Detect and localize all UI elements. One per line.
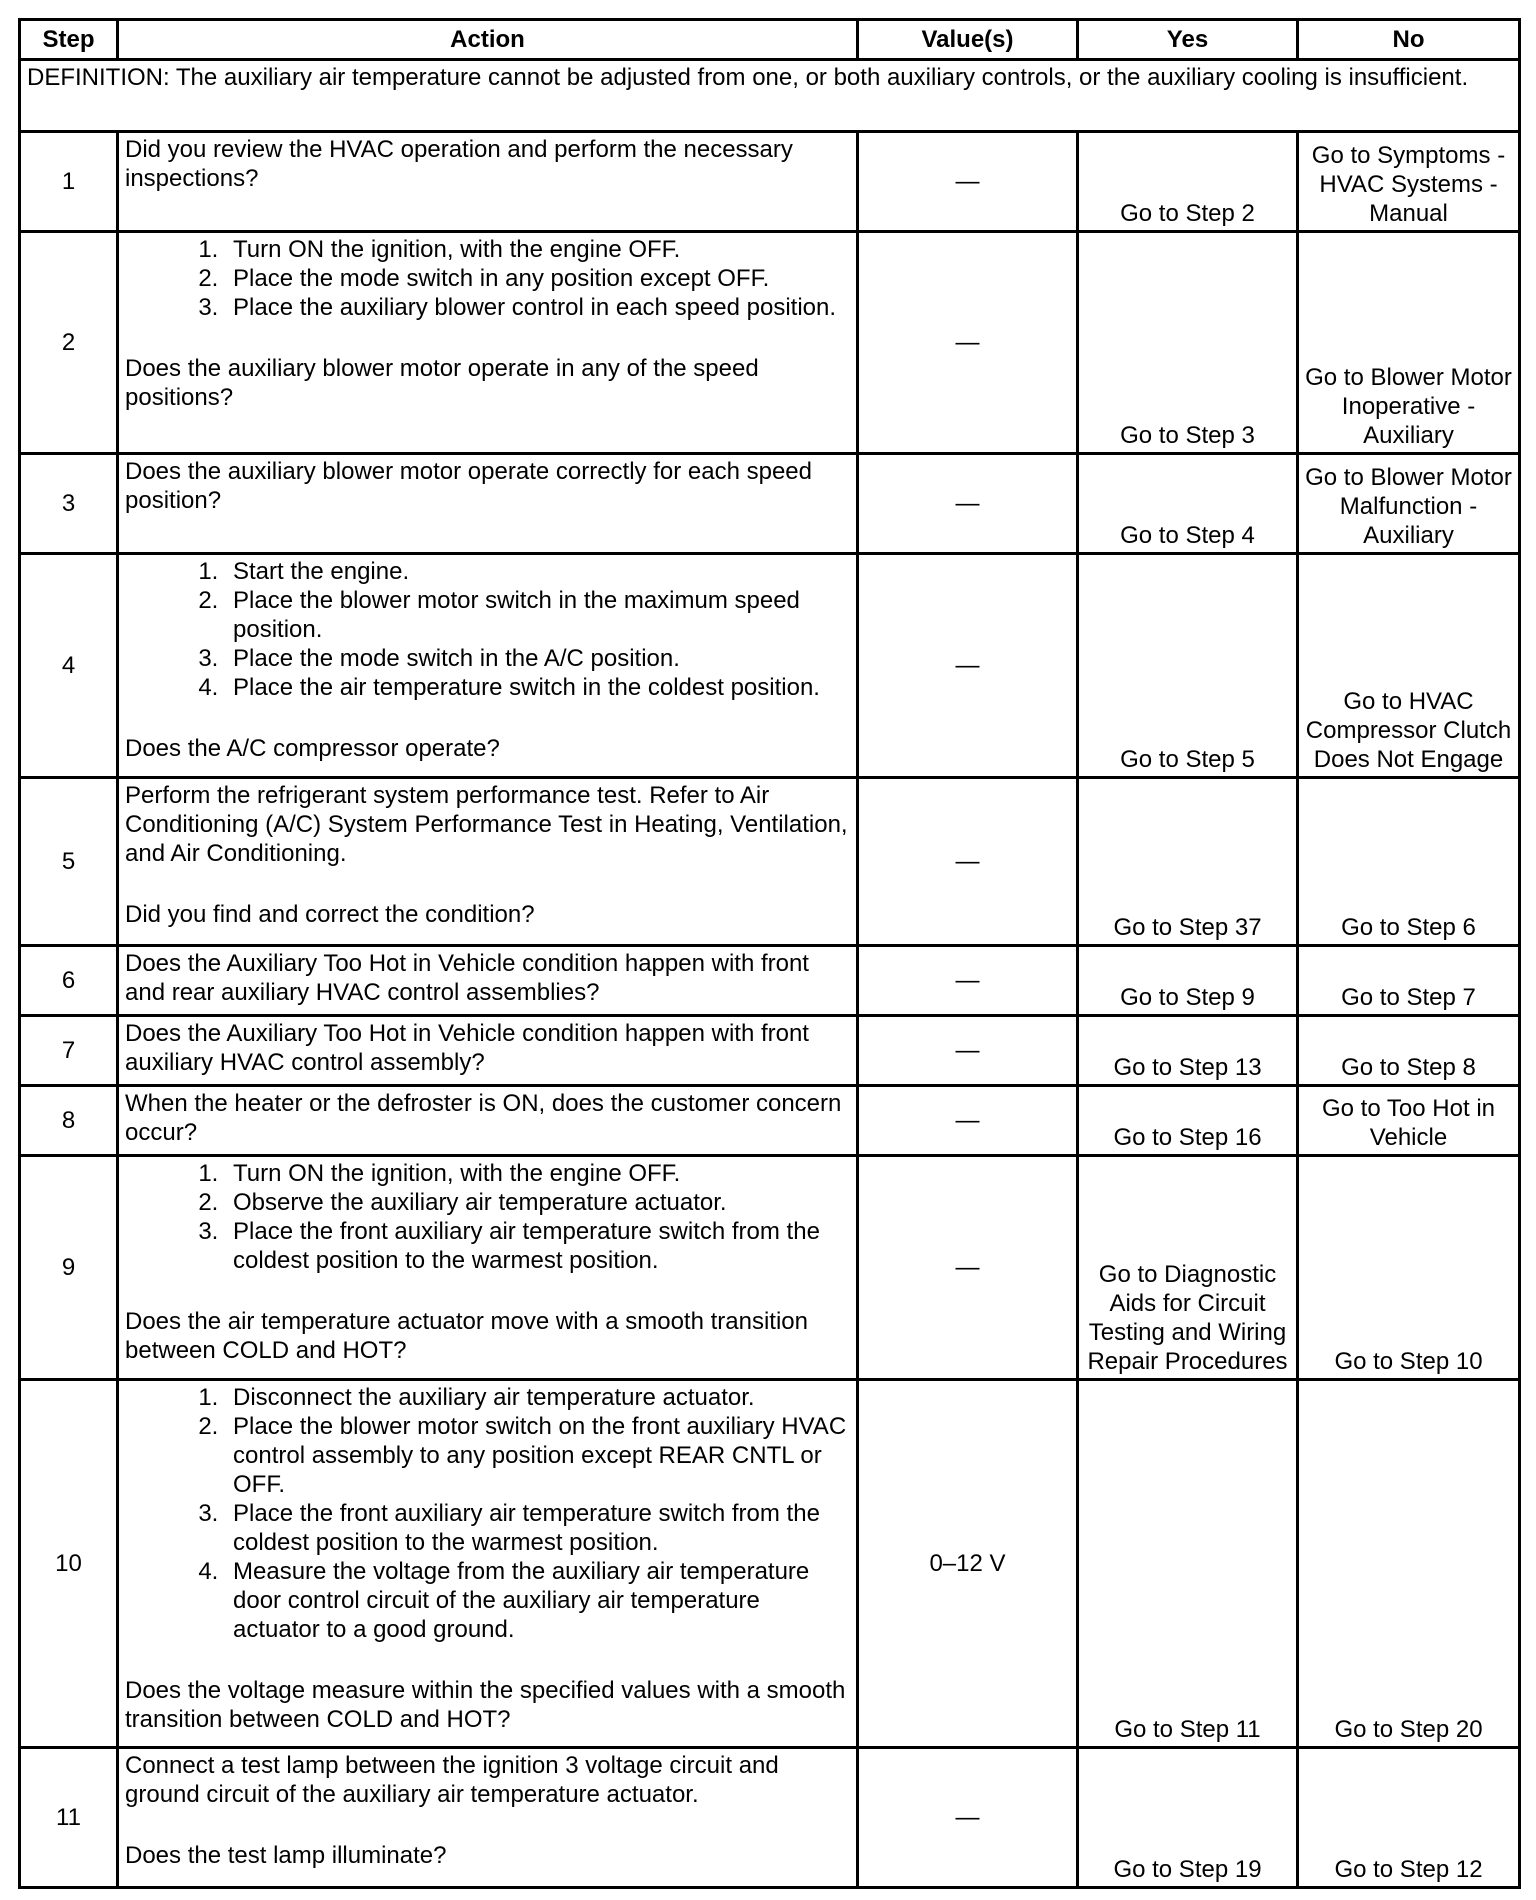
no-result: Go to HVAC Compressor Clutch Does Not Engage xyxy=(1298,554,1520,778)
action-intro: Perform the refrigerant system performance test. Refer to Air Conditioning (A/C) System Performance Test in Heating, Ventilation, and Air Conditioning. xyxy=(125,782,848,867)
yes-result: Go to Step 9 xyxy=(1078,946,1298,1016)
action-cell xyxy=(118,132,858,232)
header-yes: Yes xyxy=(1078,20,1298,60)
action-step-item: 4. Place the air temperature switch in the coldest position. xyxy=(225,673,850,702)
no-result: Go to Step 7 xyxy=(1298,946,1520,1016)
action-step-item: 3. Place the front auxiliary air temperature switch from the coldest position to the warmest position. xyxy=(225,1499,850,1557)
value-cell: 0–12 V xyxy=(858,1380,1078,1748)
action-step-item: 1. Start the engine. xyxy=(225,557,850,586)
action-step-item: 2. Place the mode switch in any position except OFF. xyxy=(225,264,850,293)
action-cell xyxy=(118,1086,858,1156)
definition-text: DEFINITION: The auxiliary air temperature cannot be adjusted from one, or both auxiliary controls, or the auxiliary cooling is insufficient. xyxy=(20,60,1520,132)
table-row xyxy=(20,1156,1520,1380)
step-number: 5 xyxy=(20,778,118,946)
value-cell: — xyxy=(858,1156,1078,1380)
table-header-row xyxy=(20,20,1520,60)
value-cell: — xyxy=(858,778,1078,946)
action-question: Did you find and correct the condition? xyxy=(125,901,535,928)
action-step-item: 2. Place the blower motor switch on the front auxiliary HVAC control assembly to any position except REAR CNTL or OFF. xyxy=(225,1412,850,1499)
action-steps-list xyxy=(125,235,850,322)
table-row xyxy=(20,454,1520,554)
action-step-item: 3. Place the front auxiliary air temperature switch from the coldest position to the warmest position. xyxy=(225,1217,850,1275)
table-row xyxy=(20,778,1520,946)
no-result: Go to Step 6 xyxy=(1298,778,1520,946)
spacer xyxy=(125,702,850,734)
value-cell: — xyxy=(858,554,1078,778)
action-question: Does the Auxiliary Too Hot in Vehicle condition happen with front and rear auxiliary HVAC control assemblies? xyxy=(125,950,809,1006)
no-result: Go to Symptoms - HVAC Systems - Manual xyxy=(1298,132,1520,232)
no-result: Go to Step 20 xyxy=(1298,1380,1520,1748)
step-number: 7 xyxy=(20,1016,118,1086)
step-number: 6 xyxy=(20,946,118,1016)
action-steps-list xyxy=(125,1159,850,1275)
yes-result: Go to Step 3 xyxy=(1078,232,1298,454)
action-step-item: 3. Place the auxiliary blower control in each speed position. xyxy=(225,293,850,322)
action-cell xyxy=(118,232,858,454)
step-number: 3 xyxy=(20,454,118,554)
action-step-item: 1. Turn ON the ignition, with the engine OFF. xyxy=(225,235,850,264)
action-cell xyxy=(118,454,858,554)
value-cell: — xyxy=(858,232,1078,454)
no-result: Go to Step 10 xyxy=(1298,1156,1520,1380)
value-cell: — xyxy=(858,132,1078,232)
step-number: 9 xyxy=(20,1156,118,1380)
spacer xyxy=(125,1809,850,1841)
value-cell: — xyxy=(858,1016,1078,1086)
header-step: Step xyxy=(20,20,118,60)
value-cell: — xyxy=(858,946,1078,1016)
table-row xyxy=(20,1016,1520,1086)
step-number: 11 xyxy=(20,1748,118,1888)
action-step-item: 3. Place the mode switch in the A/C position. xyxy=(225,644,850,673)
action-cell xyxy=(118,1156,858,1380)
step-number: 8 xyxy=(20,1086,118,1156)
spacer xyxy=(125,322,850,354)
yes-result: Go to Diagnostic Aids for Circuit Testing and Wiring Repair Procedures xyxy=(1078,1156,1298,1380)
table-row xyxy=(20,132,1520,232)
table-row xyxy=(20,232,1520,454)
table-row xyxy=(20,1086,1520,1156)
action-intro: Connect a test lamp between the ignition 3 voltage circuit and ground circuit of the auxiliary air temperature actuator. xyxy=(125,1752,779,1808)
yes-result: Go to Step 16 xyxy=(1078,1086,1298,1156)
yes-result: Go to Step 4 xyxy=(1078,454,1298,554)
action-steps-list xyxy=(125,557,850,702)
action-step-item: 1. Disconnect the auxiliary air temperature actuator. xyxy=(225,1383,850,1412)
action-steps-list xyxy=(125,1383,850,1644)
diagnostic-table xyxy=(18,18,1521,1889)
yes-result: Go to Step 2 xyxy=(1078,132,1298,232)
action-step-item: 2. Place the blower motor switch in the maximum speed position. xyxy=(225,586,850,644)
value-cell: — xyxy=(858,454,1078,554)
table-row xyxy=(20,554,1520,778)
spacer xyxy=(125,868,850,900)
no-result: Go to Blower Motor Inoperative - Auxiliary xyxy=(1298,232,1520,454)
no-result: Go to Step 12 xyxy=(1298,1748,1520,1888)
action-question: Does the test lamp illuminate? xyxy=(125,1842,447,1869)
action-question: Does the Auxiliary Too Hot in Vehicle condition happen with front auxiliary HVAC control assembly? xyxy=(125,1020,809,1076)
step-number: 4 xyxy=(20,554,118,778)
action-cell xyxy=(118,1748,858,1888)
step-number: 2 xyxy=(20,232,118,454)
no-result: Go to Blower Motor Malfunction - Auxiliary xyxy=(1298,454,1520,554)
action-cell xyxy=(118,1380,858,1748)
spacer xyxy=(125,1275,850,1307)
action-question: Does the auxiliary blower motor operate in any of the speed positions? xyxy=(125,355,759,411)
step-number: 10 xyxy=(20,1380,118,1748)
header-no: No xyxy=(1298,20,1520,60)
table-row xyxy=(20,1380,1520,1748)
value-cell: — xyxy=(858,1086,1078,1156)
action-step-item: 1. Turn ON the ignition, with the engine OFF. xyxy=(225,1159,850,1188)
action-question: Does the auxiliary blower motor operate correctly for each speed position? xyxy=(125,458,812,514)
yes-result: Go to Step 11 xyxy=(1078,1380,1298,1748)
action-step-item: 2. Observe the auxiliary air temperature actuator. xyxy=(225,1188,850,1217)
yes-result: Go to Step 5 xyxy=(1078,554,1298,778)
action-question: Does the air temperature actuator move with a smooth transition between COLD and HOT? xyxy=(125,1308,808,1364)
action-cell xyxy=(118,778,858,946)
yes-result: Go to Step 19 xyxy=(1078,1748,1298,1888)
yes-result: Go to Step 37 xyxy=(1078,778,1298,946)
no-result: Go to Step 8 xyxy=(1298,1016,1520,1086)
table-row xyxy=(20,946,1520,1016)
table-row xyxy=(20,1748,1520,1888)
no-result: Go to Too Hot in Vehicle xyxy=(1298,1086,1520,1156)
header-values: Value(s) xyxy=(858,20,1078,60)
action-cell xyxy=(118,1016,858,1086)
action-cell xyxy=(118,554,858,778)
step-number: 1 xyxy=(20,132,118,232)
action-question: When the heater or the defroster is ON, does the customer concern occur? xyxy=(125,1090,842,1146)
definition-row xyxy=(20,60,1520,132)
action-question: Does the voltage measure within the specified values with a smooth transition between COLD and HOT? xyxy=(125,1677,846,1733)
value-cell: — xyxy=(858,1748,1078,1888)
yes-result: Go to Step 13 xyxy=(1078,1016,1298,1086)
action-question: Did you review the HVAC operation and perform the necessary inspections? xyxy=(125,136,793,192)
header-action: Action xyxy=(118,20,858,60)
spacer xyxy=(125,1644,850,1676)
action-cell xyxy=(118,946,858,1016)
action-step-item: 4. Measure the voltage from the auxiliary air temperature door control circuit of the auxiliary air temperature actuator to a good ground. xyxy=(225,1557,850,1644)
action-question: Does the A/C compressor operate? xyxy=(125,735,500,762)
